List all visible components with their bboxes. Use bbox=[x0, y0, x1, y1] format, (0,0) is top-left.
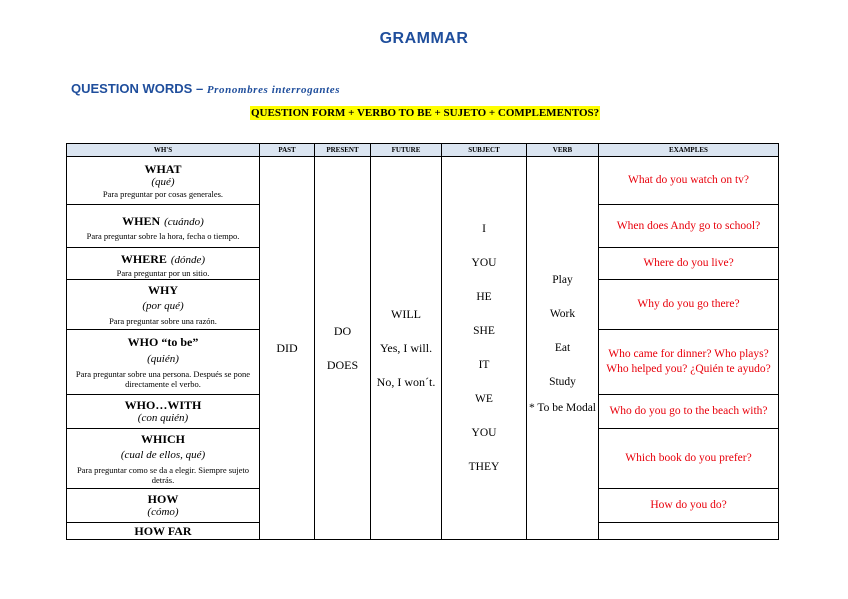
verb-item: Work bbox=[549, 308, 576, 320]
question-words-table bbox=[66, 143, 779, 540]
future-yes: Yes, I will. bbox=[379, 341, 433, 355]
wh-description: Para preguntar por un sitio. bbox=[116, 268, 210, 279]
verb-item: Play bbox=[552, 274, 573, 286]
example-where: Where do you live? bbox=[599, 248, 779, 280]
header-row bbox=[67, 144, 779, 157]
wh-spanish: (qué) bbox=[151, 176, 175, 189]
subject-item: WE bbox=[475, 393, 493, 405]
wh-word: WHY bbox=[148, 282, 178, 297]
question-formula: QUESTION FORM + VERBO TO BE + SUJETO + COMPLEMENTOS? bbox=[251, 107, 600, 119]
present-cell bbox=[315, 157, 371, 540]
example-what: What do you watch on tv? bbox=[599, 157, 779, 205]
wh-cell-who-with bbox=[67, 395, 260, 429]
future-will: WILL bbox=[391, 307, 421, 321]
header-future: FUTURE bbox=[371, 144, 442, 157]
example-who: Who came for dinner? Who plays? Who helped you? ¿Quién te ayudo? bbox=[599, 330, 779, 395]
header-past: PAST bbox=[260, 144, 315, 157]
example-who-with: Who do you go to the beach with? bbox=[599, 395, 779, 429]
subject-item: IT bbox=[478, 359, 490, 371]
wh-cell-how bbox=[67, 489, 260, 523]
subject-item: SHE bbox=[473, 325, 495, 337]
wh-description: Para preguntar sobre una persona. Después se pone directamente el verbo. bbox=[75, 368, 251, 389]
subject-cell bbox=[442, 157, 527, 540]
example-when: When does Andy go to school? bbox=[599, 205, 779, 248]
example-why: Why do you go there? bbox=[599, 280, 779, 330]
wh-cell-why bbox=[67, 280, 260, 330]
header-subject: SUBJECT bbox=[442, 144, 527, 157]
wh-cell-where bbox=[67, 248, 260, 280]
future-no: No, I won´t. bbox=[376, 375, 436, 389]
wh-description: Para preguntar como se da a elegir. Siempre sujeto detrás. bbox=[76, 465, 250, 486]
wh-word: WHO…WITH bbox=[124, 397, 202, 412]
wh-cell-when bbox=[67, 205, 260, 248]
example-how: How do you do? bbox=[599, 489, 779, 523]
subject-item: THEY bbox=[468, 461, 500, 473]
wh-cell-which bbox=[67, 429, 260, 489]
wh-cell-who bbox=[67, 330, 260, 395]
wh-spanish: (cual de ellos, qué) bbox=[120, 449, 206, 462]
wh-cell-what bbox=[67, 157, 260, 205]
subject-item: YOU bbox=[471, 257, 497, 269]
past-cell: DID bbox=[260, 157, 315, 540]
verb-item: * To be Modal bbox=[528, 402, 597, 414]
wh-word: HOW FAR bbox=[134, 523, 192, 538]
wh-description: Para preguntar por cosas generales. bbox=[102, 189, 224, 200]
subject-item: YOU bbox=[471, 427, 497, 439]
wh-spanish: (quién) bbox=[147, 352, 179, 365]
wh-cell-how-far bbox=[67, 523, 260, 540]
wh-word: WHEN bbox=[122, 214, 161, 229]
wh-spanish: (cuándo) bbox=[164, 216, 204, 229]
wh-spanish: (con quién) bbox=[137, 412, 189, 425]
wh-spanish: (cómo) bbox=[147, 506, 179, 519]
header-present: PRESENT bbox=[315, 144, 371, 157]
wh-word: WHICH bbox=[140, 431, 185, 446]
wh-word: HOW bbox=[147, 491, 179, 506]
header-verb: VERB bbox=[527, 144, 599, 157]
example-which: Which book do you prefer? bbox=[599, 429, 779, 489]
verb-item: Study bbox=[549, 376, 576, 388]
header-whs: WH'S bbox=[67, 144, 260, 157]
page-title: GRAMMAR bbox=[379, 30, 469, 47]
wh-word: WHERE bbox=[120, 251, 167, 266]
header-examples: EXAMPLES bbox=[599, 144, 779, 157]
future-cell bbox=[371, 157, 442, 540]
wh-spanish: (por qué) bbox=[142, 300, 184, 313]
wh-description: Para preguntar sobre una razón. bbox=[109, 316, 217, 327]
section-heading bbox=[71, 81, 340, 96]
subject-item: I bbox=[482, 223, 486, 235]
verb-item: Eat bbox=[554, 342, 571, 354]
example-how-far bbox=[599, 523, 779, 540]
present-does: DOES bbox=[326, 358, 359, 372]
wh-description: Para preguntar sobre la hora, fecha o tiempo. bbox=[86, 230, 240, 241]
wh-spanish: (dónde) bbox=[170, 253, 206, 266]
section-heading-es: Pronombres interrogantes bbox=[206, 84, 341, 96]
wh-word: WHO “to be” bbox=[127, 335, 199, 350]
subject-item: HE bbox=[476, 291, 492, 303]
present-do: DO bbox=[333, 324, 352, 338]
wh-word: WHAT bbox=[144, 161, 182, 176]
section-heading-en: QUESTION WORDS – bbox=[71, 81, 204, 96]
verb-cell bbox=[527, 157, 599, 540]
table-row bbox=[67, 157, 779, 205]
